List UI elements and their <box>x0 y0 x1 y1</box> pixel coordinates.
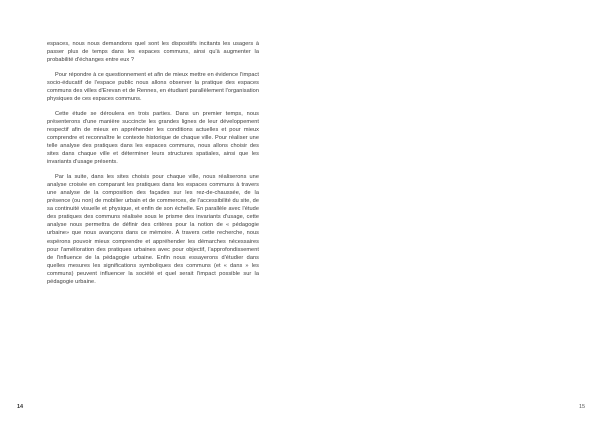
page-number-right: 15 <box>579 404 586 410</box>
right-page <box>300 0 600 425</box>
page-number-left: 14 <box>17 404 24 410</box>
body-text-column <box>47 40 259 293</box>
paragraph-objective: Pour répondre à ce questionnement et afin de mieux mettre en évidence l'impact socio-éducatif de l'espace public nous allons observer la pratique des espaces communs des villes d'Erevan et de Rennes, en étudiant parallèlement l'organisation physiques de ces espaces communs. <box>47 71 259 103</box>
paragraph-methodology: Par la suite, dans les sites choisis pour chaque ville, nous réaliserons une analyse croisée en comparant les pratiques dans les espaces communs à travers une analyse de la composition des façades sur les rez-de-chaussée, de la présence (ou non) de mobilier urbain et de commerces, de l'accessibilité du site, de sa continuité visuelle et physique, et enfin de son échelle. En parallèle avec l'étude des pratiques des communs réalisée sous le prisme des invariants d'usage, cette analyse nous permettra de définir des critères pour la notion de « pédagogie urbaine» que nous avançons dans ce mémoire. À travers cette recherche, nous espérons pouvoir mieux comprendre et appréhender les démarches nécessaires pour l'amélioration des pratiques urbaines avec pour objectif, l'approfondissement de l'influence de la pédagogie urbaine. Enfin nous essayerons d'étudier dans quelles mesures les significations symboliques des communs (et « dans » les communs) peuvent influencer la société et quel serait l'impact possible sur la pédagogie urbaine. <box>47 173 259 286</box>
paragraph-structure: Cette étude se déroulera en trois parties. Dans un premier temps, nous présenterons d'une manière succincte les grandes lignes de leur développement respectif afin de mieux en appréhender les conditions actuelles et pour mieux comprendre et reconnaître le contexte historique de chaque ville. Pour réaliser une telle analyse des pratiques dans les espaces communs, nous allons choisir des sites dans chaque ville et déterminer leurs structures spatiales, ainsi que les invariants d'usage présents. <box>47 110 259 166</box>
paragraph-continuation: espaces, nous nous demandons quel sont les dispositifs incitants les usagers à passer plus de temps dans les espaces communs, ainsi qu'à augmenter la probabilité d'échanges entre eux ? <box>47 41 259 64</box>
